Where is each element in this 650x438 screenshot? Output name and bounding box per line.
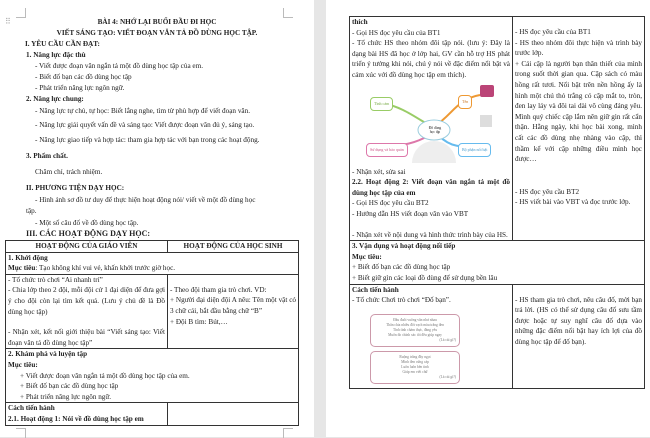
table-row (6, 349, 299, 403)
table-row (6, 403, 299, 425)
list-item: + Phát triển năng lực ngôn ngữ. (20, 392, 112, 401)
cell-text: - Tổ chức trò chơi “Ai nhanh trí” (8, 275, 103, 284)
cell-text: - HS theo nhóm đôi thực hiện và trình bày trước lớp. (515, 38, 642, 58)
cell-text: - Tổ chức Chơi trò chơi “Đố bạn”. (352, 296, 451, 305)
riddle-card: Đầu đuôi vuông vắn như nhau Thân chia nhiều đốt vạch màu trắng đen Tính tình chăm thực, đáng yêu Muốn đo chính xác tôi đều giúp ngay (Là cái gì?) (370, 314, 460, 347)
activities-table-continued (349, 16, 645, 389)
row-title: 3. Vận dụng và hoạt động nối tiếp (352, 242, 456, 251)
title-lesson: BÀI 4: NHỚ LẠI BUỔI ĐẦU ĐI HỌC (97, 18, 217, 26)
row-title: Cách tiến hành (8, 404, 55, 413)
subheading: 3. Phẩm chất. (26, 152, 68, 160)
cell-text: - Nhận xét, kết nối giới thiệu bài “Viết sáng tạo: Viết đoạn văn tả đồ dùng học tập” (8, 328, 165, 347)
table-row (350, 241, 645, 284)
list-item: + Viết được đoạn văn ngắn tả một đồ dùng học tập của em. (20, 371, 190, 380)
cell-text: + Cái cặp là người bạn thân thiết của mình trong suốt thời gian qua. Cặp sách có màu hồng rất tươi. Nổi bật trên nền hồng ấy là hình một chú thỏ trắng có cặp mắt to, tròn, đen lay láy và đôi tai dài vô cùng đáng yêu. Mình quý chiếc cặp lắm nên giữ gìn rất cẩn thận. Hằng ngày, khi học bài xong, mình cất các đồ dùng nhẹ nhàng vào cặp, thì thầm kể với cặp những điều mình học được… (515, 59, 642, 164)
table-row (350, 17, 645, 241)
section-heading: III. CÁC HOẠT ĐỘNG DẠY HỌC: (26, 229, 151, 238)
cell-text: thích (352, 18, 368, 26)
mind-map-center: Đồ dùng học tập (424, 125, 446, 135)
mind-map-image (362, 85, 500, 163)
cell-text: - HS tham gia trò chơi, nêu câu đố, mời bạn trả lời. (HS có thể sử dụng câu đố sưu tầm được hoặc tự suy nghĩ câu đố dựa vào những đặc điểm nổi bật hay ích lợi của đồ dùng học tập để đố bạn). (515, 295, 642, 346)
subheading: 2. Năng lực chung: (26, 95, 84, 103)
cell-text: - Chia lớp theo 2 đội, mỗi đội cử 1 đại diện để đưa gợi ý cho đội còn lại tìm kết quả. (Lưu ý chủ đề là Đồ dùng học tập) (8, 286, 165, 316)
activity-title: 2.2. Hoạt động 2: Viết đoạn văn ngắn tả một đồ dùng học tập của em (352, 178, 510, 197)
title-topic: VIẾT SÁNG TẠO: VIẾT ĐOẠN VĂN TẢ ĐỒ DÙNG HỌC TẬP. (56, 29, 258, 37)
page-left (0, 0, 314, 437)
mind-map-node: Tên (458, 95, 472, 110)
activities-table (5, 240, 299, 426)
goal-label: Mục tiêu: (352, 252, 382, 261)
list-item: tập. (26, 207, 37, 215)
cell-text: - Gọi HS đọc yêu cầu BT2 (352, 199, 429, 208)
list-item: - Năng lực giao tiếp và hợp tác: tham gia hợp tác với bạn trong các hoạt động. (35, 136, 260, 144)
section-heading: II. PHƯƠNG TIỆN DẠY HỌC: (26, 184, 125, 192)
table-row (6, 274, 299, 349)
row-title: Cách tiến hành (352, 285, 399, 294)
mind-map-node: Bộ phận nổi bật (458, 143, 491, 158)
paragraph: Chăm chỉ, trách nhiệm. (35, 168, 103, 176)
column-header: HOẠT ĐỘNG CỦA GIÁO VIÊN (6, 241, 168, 253)
cell-text: - Nhận xét về nội dung và hình thức trình bày của HS. (352, 230, 508, 239)
list-item: - Biết đố bạn các đồ dùng học tập (35, 73, 132, 81)
goal: Mục tiêu: Tạo không khí vui vẻ, khấn khởi trước giờ học. (8, 264, 176, 273)
list-item: + Biết giữ gìn các loại đồ dùng để sử dụng bền lâu (352, 273, 498, 282)
cell-text: - Tổ chức HS theo nhóm đôi tập nói. (lưu ý: Đây là dạng bài HS đã học ở lớp hai, GV cần hỗ trợ HS phát triển ý tưởng khi nói, chú ý nói về đặc điểm nổi bật và cảm xúc với đồ dùng học tập em thích). (352, 39, 510, 79)
page-right (326, 0, 650, 437)
list-item: - Phát triển năng lực ngôn ngữ. (35, 84, 125, 92)
mind-map-node: Tình cảm (370, 97, 393, 112)
column-header: HOẠT ĐỘNG CỦA HỌC SINH (168, 241, 299, 253)
table-row (350, 284, 645, 388)
row-title: 2. Khám phá và luyện tập (8, 350, 88, 359)
activity-title: 2.1. Hoạt động 1: Nói về đồ dùng học tập em (8, 414, 144, 423)
table-header-row (6, 241, 299, 253)
list-item: - Hình ảnh sơ đồ tư duy để thực hiện hoạt động nói/ viết về một đồ dùng học (35, 196, 256, 204)
list-item: - Viết được đoạn văn ngắn tả một đồ dùng học tập của em. (35, 62, 204, 70)
list-item: + Biết đố bạn các đồ dùng học tập (20, 382, 119, 391)
list-item: + Biết đố bạn các đồ dùng học tập (352, 263, 451, 272)
drag-handle-icon[interactable]: ⠿ (5, 17, 11, 26)
table-row (6, 252, 299, 274)
row-title: 1. Khởi động (8, 253, 48, 262)
mind-map-node: Sử dụng và bảo quản (366, 143, 408, 158)
cell-text: - HS đọc yêu cầu của BT1 (515, 28, 591, 36)
cell-text: - HS viết bài vào VBT và đọc trước lớp. (515, 198, 631, 207)
cell-text: - Hướng dẫn HS viết đoạn văn vào VBT (352, 209, 469, 218)
list-item: - Năng lực giải quyết vấn đề và sáng tạo: Viết được đoạn văn đủ ý, sáng tạo. (35, 121, 255, 129)
riddle-card: Ruộng trắng đầy ngọt Mình đen cứng cáp Luôn luôn bên tinh Giúp em viết chữ (Là cái gì?) (370, 351, 460, 384)
cell-text: - Nhận xét, sửa sai (352, 167, 406, 176)
subheading: 1. Năng lực đặc thù (26, 51, 86, 59)
cell-text: - Gọi HS đọc yêu cầu của BT1 (352, 28, 441, 37)
cell-text: + Đội B tìm: Bút,… (170, 317, 228, 326)
list-item: - Năng lực tự chủ, tự học: Biết lắng nghe, tìm từ phù hợp để viết đoạn văn. (35, 107, 251, 115)
cell-text: - HS đọc yêu cầu BT2 (515, 187, 580, 196)
cell-text: - Theo đội tham gia trò chơi. VD: (170, 285, 267, 294)
goal-label: Mục tiêu: (8, 360, 38, 369)
list-item: - Một số câu đố về đồ dùng học tập. (35, 219, 139, 227)
section-heading: I. YÊU CẦU CẦN ĐẠT: (25, 40, 100, 48)
cell-text: + Người đại diện đội A nêu: Tên một vật có 3 chữ cái, bắt đầu bằng chữ “B” (170, 296, 296, 315)
